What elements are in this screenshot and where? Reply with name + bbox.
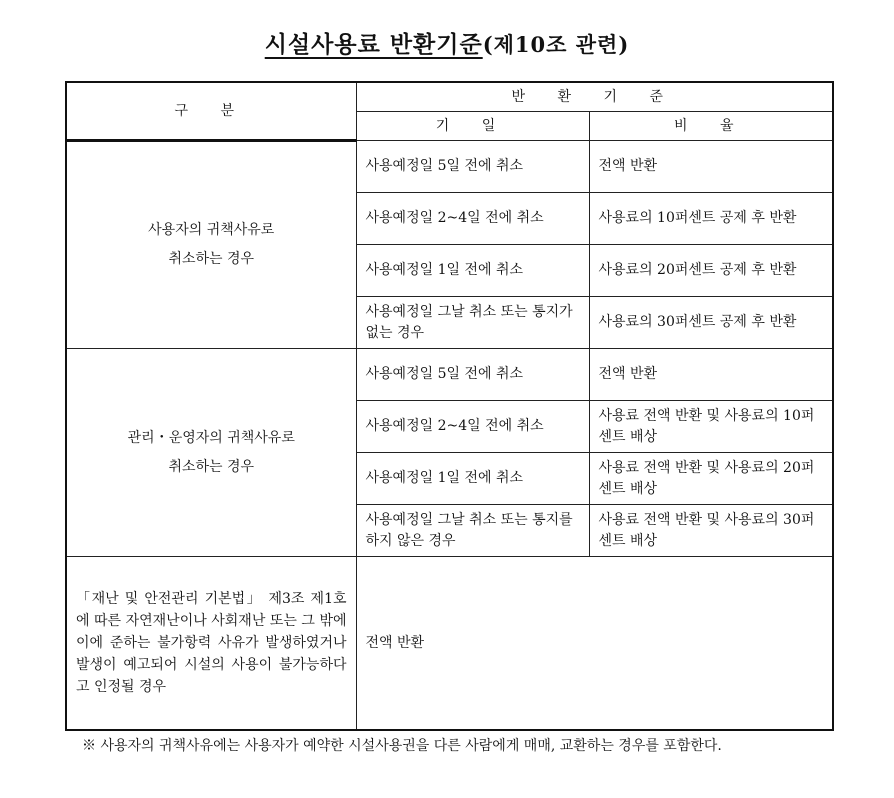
document-title [0, 26, 894, 59]
header-rate: 비 율 [589, 112, 833, 141]
header-criteria: 반 환 기 준 [356, 82, 833, 112]
category-disaster: 「재난 및 안전관리 기본법」 제3조 제1호에 따른 자연재난이나 사회재난 또는 그 밖에 이에 준하는 불가항력 사유가 발생하였거나 발생이 예고되어 시설의 사용이 불가능하다고 인정될 경우 [66, 557, 356, 731]
rate-cell: 사용료의 30퍼센트 공제 후 반환 [589, 297, 833, 349]
table-row [66, 349, 833, 401]
title-sub: (제10조 관련) [482, 32, 630, 57]
period-cell: 사용예정일 5일 전에 취소 [356, 349, 589, 401]
table-row [66, 141, 833, 193]
rate-cell: 전액 반환 [589, 349, 833, 401]
period-cell: 사용예정일 5일 전에 취소 [356, 141, 589, 193]
disaster-result: 전액 반환 [356, 557, 833, 731]
rate-cell: 사용료 전액 반환 및 사용료의 20퍼센트 배상 [589, 453, 833, 505]
footnote: ※ 사용자의 귀책사유에는 사용자가 예약한 시설사용권을 다른 사람에게 매매, 교환하는 경우를 포함한다. [82, 738, 722, 754]
refund-table [65, 81, 834, 731]
category-line: 취소하는 경우 [168, 251, 255, 267]
period-cell: 사용예정일 2~4일 전에 취소 [356, 193, 589, 245]
period-cell: 사용예정일 1일 전에 취소 [356, 453, 589, 505]
period-cell: 사용예정일 그날 취소 또는 통지가 없는 경우 [356, 297, 589, 349]
rate-cell: 사용료의 10퍼센트 공제 후 반환 [589, 193, 833, 245]
rate-cell: 사용료 전액 반환 및 사용료의 30퍼센트 배상 [589, 505, 833, 557]
category-line: 사용자의 귀책사유로 [148, 222, 275, 238]
category-operator-fault [66, 349, 356, 557]
rate-cell: 전액 반환 [589, 141, 833, 193]
period-cell: 사용예정일 1일 전에 취소 [356, 245, 589, 297]
category-line: 취소하는 경우 [168, 458, 255, 475]
period-cell: 사용예정일 그날 취소 또는 통지를 하지 않은 경우 [356, 505, 589, 557]
category-user-fault [66, 141, 356, 349]
header-period: 기 일 [356, 112, 589, 141]
rate-cell: 사용료의 20퍼센트 공제 후 반환 [589, 245, 833, 297]
rate-cell: 사용료 전액 반환 및 사용료의 10퍼센트 배상 [589, 401, 833, 453]
header-category: 구 분 [66, 82, 356, 141]
table-row [66, 557, 833, 731]
period-cell: 사용예정일 2~4일 전에 취소 [356, 401, 589, 453]
category-line: 관리・운영자의 귀책사유로 [127, 429, 295, 446]
title-main: 시설사용료 반환기준 [264, 31, 483, 58]
